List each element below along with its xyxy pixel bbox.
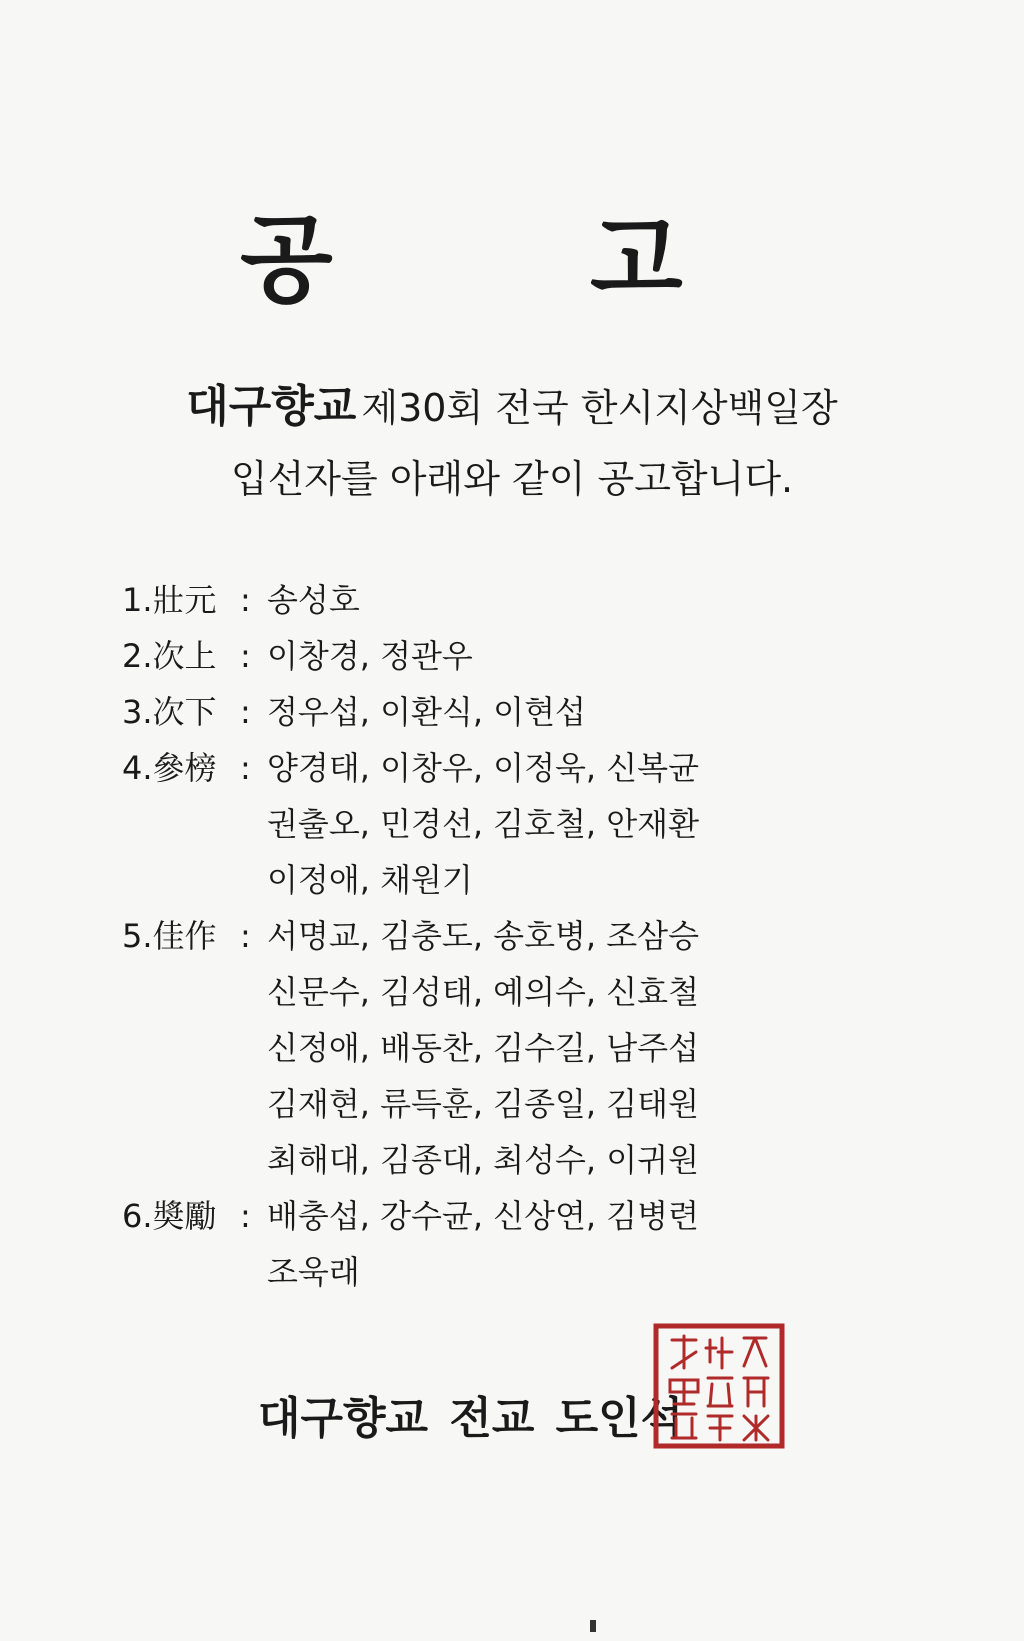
award-colon: : bbox=[240, 749, 251, 787]
award-names: 신문수, 김성태, 예의수, 신효철 bbox=[267, 973, 699, 1011]
page-edge-mark bbox=[590, 1620, 596, 1632]
award-row bbox=[122, 1020, 902, 1076]
award-colon: : bbox=[240, 693, 251, 731]
title-char-1: 공 bbox=[240, 203, 333, 316]
award-list bbox=[122, 572, 902, 1300]
intro-notice: 입선자를 아래와 같이 공고합니다. bbox=[230, 457, 794, 501]
award-row bbox=[122, 852, 902, 908]
award-names: 서명교, 김충도, 송호병, 조삼승 bbox=[267, 917, 699, 955]
award-row bbox=[122, 964, 902, 1020]
award-label: 4.參榜 bbox=[122, 749, 217, 787]
award-names: 이창경, 정관우 bbox=[267, 637, 473, 675]
intro-org: 대구향교 bbox=[186, 381, 357, 432]
award-names: 최해대, 김종대, 최성수, 이귀원 bbox=[267, 1141, 699, 1179]
award-label: 6.奬勵 bbox=[122, 1197, 217, 1235]
award-row bbox=[122, 572, 902, 628]
award-label: 3.次下 bbox=[122, 693, 217, 731]
award-row bbox=[122, 1076, 902, 1132]
title-char-2: 고 bbox=[590, 203, 683, 316]
award-names: 송성호 bbox=[267, 581, 360, 619]
award-names: 김재현, 류득훈, 김종일, 김태원 bbox=[267, 1085, 699, 1123]
award-names: 신정애, 배동찬, 김수길, 남주섭 bbox=[267, 1029, 699, 1067]
award-row bbox=[122, 1244, 902, 1300]
award-row bbox=[122, 1188, 902, 1244]
award-label: 1.壯元 bbox=[122, 581, 217, 619]
award-colon: : bbox=[240, 1197, 251, 1235]
seal-stamp bbox=[652, 1322, 786, 1450]
intro-line-2 bbox=[0, 448, 1024, 503]
award-names: 정우섭, 이환식, 이현섭 bbox=[267, 693, 586, 731]
award-row bbox=[122, 684, 902, 740]
signature: 대구향교 전교 도인석 bbox=[258, 1393, 684, 1444]
award-names: 조욱래 bbox=[267, 1253, 360, 1291]
award-label: 5.佳作 bbox=[122, 917, 217, 955]
award-colon: : bbox=[240, 917, 251, 955]
award-row bbox=[122, 740, 902, 796]
award-names: 배충섭, 강수균, 신상연, 김병련 bbox=[267, 1197, 699, 1235]
award-row bbox=[122, 628, 902, 684]
intro-event: 제30회 전국 한시지상백일장 bbox=[361, 386, 838, 430]
award-label: 2.次上 bbox=[122, 637, 217, 675]
award-names: 권출오, 민경선, 김호철, 안재환 bbox=[267, 805, 699, 843]
award-row bbox=[122, 1132, 902, 1188]
award-colon: : bbox=[240, 637, 251, 675]
award-names: 양경태, 이창우, 이정욱, 신복균 bbox=[267, 749, 699, 787]
award-colon: : bbox=[240, 581, 251, 619]
intro-line-1 bbox=[0, 370, 1024, 434]
page-title bbox=[0, 200, 1024, 320]
award-names: 이정애, 채원기 bbox=[267, 861, 473, 899]
award-row bbox=[122, 908, 902, 964]
seal-glyphs bbox=[670, 1336, 768, 1440]
award-row bbox=[122, 796, 902, 852]
